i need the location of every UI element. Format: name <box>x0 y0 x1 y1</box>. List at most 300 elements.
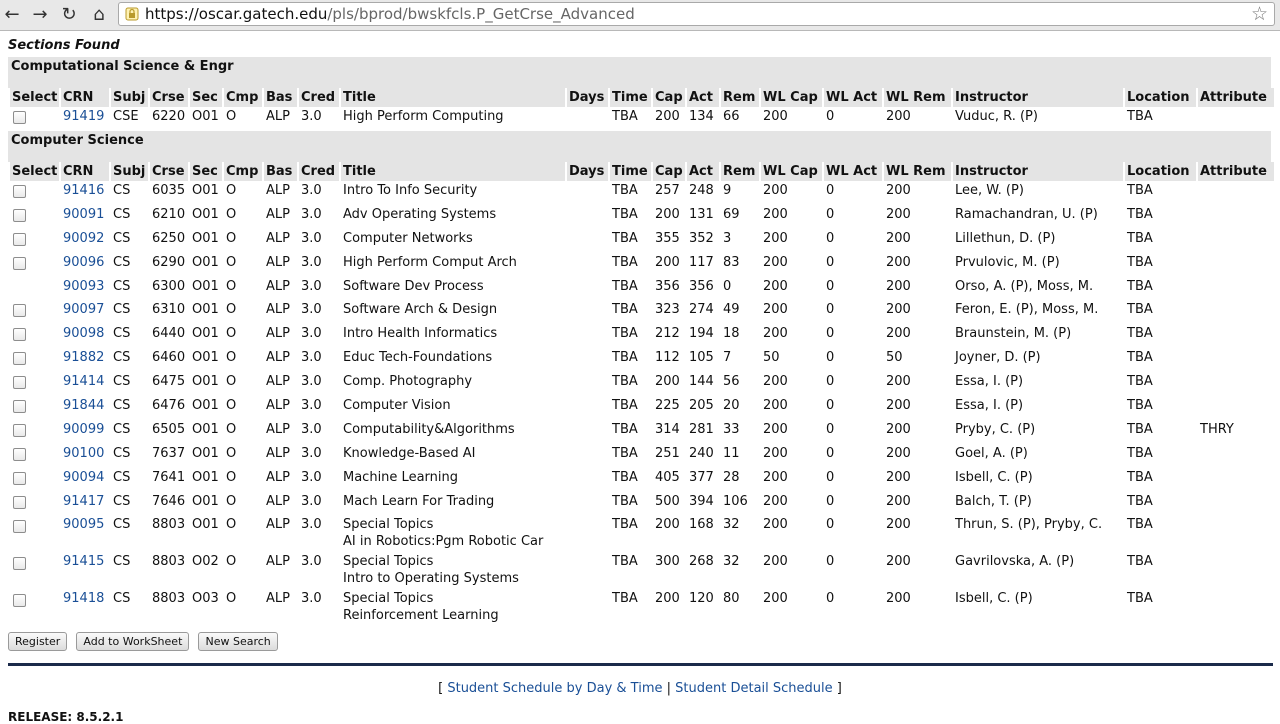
crse-cell: 8803 <box>152 590 186 606</box>
location-cell: TBA <box>1127 516 1153 532</box>
location-cell: TBA <box>1127 445 1153 461</box>
select-checkbox[interactable] <box>13 233 26 246</box>
cap-cell: 212 <box>655 325 680 341</box>
wlrem-cell: 200 <box>886 516 911 532</box>
select-checkbox[interactable] <box>13 376 26 389</box>
column-header-wlact: WL Act <box>824 162 882 181</box>
sec-cell: O03 <box>192 590 219 606</box>
wlrem-cell: 200 <box>886 469 911 485</box>
rem-cell: 3 <box>723 231 732 246</box>
crn-cell <box>61 492 109 516</box>
rem-cell: 32 <box>723 516 740 532</box>
cred-cell: 3.0 <box>301 590 322 606</box>
column-header-crse: Crse <box>150 88 188 107</box>
attribute-cell <box>1198 553 1274 590</box>
bas-cell: ALP <box>266 349 290 365</box>
select-checkbox[interactable] <box>13 185 26 198</box>
back-icon[interactable]: ← <box>4 4 20 25</box>
wlact-cell: 0 <box>826 469 835 485</box>
sections-table <box>8 88 1276 131</box>
days-cell <box>567 492 608 516</box>
wlcap-cell: 200 <box>763 493 788 509</box>
wlrem-cell: 200 <box>886 325 911 341</box>
table-row <box>10 516 1274 553</box>
bas-cell: ALP <box>266 397 290 413</box>
title-cell <box>341 444 565 468</box>
title-cell <box>341 348 565 372</box>
act-cell: 248 <box>689 183 714 198</box>
cred-cell: 3.0 <box>301 207 322 222</box>
cmp-cell: O <box>226 279 237 294</box>
crn-cell <box>61 348 109 372</box>
column-header-rem: Rem <box>721 162 759 181</box>
location-cell: TBA <box>1127 207 1153 222</box>
table-row <box>10 444 1274 468</box>
sec-cell: O01 <box>192 493 219 509</box>
cmp-cell: O <box>226 207 237 222</box>
wlact-cell: 0 <box>826 183 835 198</box>
act-cell: 356 <box>689 279 714 294</box>
attribute-cell <box>1198 590 1274 627</box>
wlact-cell: 0 <box>826 590 835 606</box>
cap-cell: 500 <box>655 493 680 509</box>
wlcap-cell: 50 <box>763 349 780 365</box>
cmp-cell: O <box>226 325 237 341</box>
select-checkbox[interactable] <box>13 496 26 509</box>
location-cell: TBA <box>1127 590 1153 606</box>
cmp-cell: O <box>226 445 237 461</box>
column-header-location: Location <box>1125 162 1196 181</box>
crn-link[interactable]: 90091 <box>63 207 105 222</box>
course-title: High Perform Comput Arch <box>343 255 517 270</box>
act-cell: 144 <box>689 373 714 389</box>
rem-cell: 11 <box>723 445 740 461</box>
location-cell: TBA <box>1127 325 1153 341</box>
location-cell: TBA <box>1127 469 1153 485</box>
course-title: Special Topics <box>343 516 434 532</box>
column-header-rem: Rem <box>721 88 759 107</box>
attribute-cell <box>1198 492 1274 516</box>
cmp-cell: O <box>226 493 237 509</box>
url-path: /pls/bprod/bwskfcls.P_GetCrse_Advanced <box>327 5 635 23</box>
crn-link[interactable]: 91414 <box>63 373 105 389</box>
title-cell <box>341 253 565 277</box>
sec-cell: O01 <box>192 255 219 270</box>
time-cell: TBA <box>612 231 638 246</box>
wlrem-cell: 200 <box>886 397 911 413</box>
bas-cell: ALP <box>266 373 290 389</box>
instructor-cell: Braunstein, M. (P) <box>955 325 1072 341</box>
crn-link[interactable]: 91415 <box>63 553 105 569</box>
crn-cell <box>61 253 109 277</box>
select-checkbox[interactable] <box>13 111 26 124</box>
crse-cell: 8803 <box>152 516 186 532</box>
crn-link[interactable]: 90095 <box>63 516 105 532</box>
select-cell <box>10 590 59 627</box>
table-row <box>10 468 1274 492</box>
cap-cell: 355 <box>655 231 680 246</box>
page-title: Sections Found <box>8 38 120 53</box>
column-header-location: Location <box>1125 88 1196 107</box>
days-cell <box>567 277 608 300</box>
select-cell <box>10 205 59 229</box>
title-cell <box>341 372 565 396</box>
column-header-days: Days <box>567 162 608 181</box>
select-checkbox[interactable] <box>13 448 26 461</box>
cap-cell: 257 <box>655 183 680 198</box>
crn-cell <box>61 324 109 348</box>
crn-link[interactable]: 91417 <box>63 493 105 509</box>
subj-cell: CS <box>113 207 131 222</box>
column-header-crn: CRN <box>61 162 109 181</box>
cap-cell: 356 <box>655 279 680 294</box>
select-checkbox[interactable] <box>13 424 26 437</box>
new-search-button[interactable]: New Search <box>198 632 277 651</box>
column-header-attribute: Attribute <box>1198 162 1274 181</box>
rem-cell: 7 <box>723 349 732 365</box>
location-cell: TBA <box>1127 231 1153 246</box>
wlact-cell: 0 <box>826 421 835 437</box>
time-cell: TBA <box>612 349 638 365</box>
column-header-cred: Cred <box>299 162 339 181</box>
wlcap-cell: 200 <box>763 373 788 389</box>
wlact-cell: 0 <box>826 231 835 246</box>
bas-cell: ALP <box>266 325 290 341</box>
time-cell: TBA <box>612 325 638 341</box>
time-cell: TBA <box>612 493 638 509</box>
table-row <box>10 107 1274 131</box>
column-header-days: Days <box>567 88 608 107</box>
crn-link[interactable]: 90097 <box>63 301 105 317</box>
table-row <box>10 590 1274 627</box>
bas-cell: ALP <box>266 109 290 124</box>
instructor-cell: Pryby, C. (P) <box>955 421 1036 437</box>
bas-cell: ALP <box>266 469 290 485</box>
wlcap-cell: 200 <box>763 516 788 532</box>
crn-link[interactable]: 91882 <box>63 349 105 365</box>
attribute-cell <box>1198 229 1274 253</box>
crn-cell <box>61 516 109 553</box>
select-checkbox[interactable] <box>13 594 26 607</box>
crn-cell <box>61 444 109 468</box>
time-cell: TBA <box>612 279 638 294</box>
select-checkbox[interactable] <box>13 209 26 222</box>
crn-link[interactable]: 91416 <box>63 183 105 198</box>
wlcap-cell: 200 <box>763 445 788 461</box>
sec-cell: O01 <box>192 445 219 461</box>
footer-links <box>0 681 1280 696</box>
location-cell: TBA <box>1127 421 1153 437</box>
crn-link[interactable]: 90096 <box>63 255 105 270</box>
crn-cell <box>61 229 109 253</box>
cap-cell: 200 <box>655 373 680 389</box>
select-checkbox[interactable] <box>13 520 26 533</box>
attribute-cell <box>1198 372 1274 396</box>
cap-cell: 251 <box>655 445 680 461</box>
bas-cell: ALP <box>266 183 290 198</box>
bas-cell: ALP <box>266 421 290 437</box>
days-cell <box>567 553 608 590</box>
sec-cell: O01 <box>192 469 219 485</box>
wlcap-cell: 200 <box>763 109 788 124</box>
detail-schedule-link[interactable]: Student Detail Schedule <box>675 681 833 696</box>
act-cell: 205 <box>689 397 714 413</box>
select-checkbox[interactable] <box>13 257 26 270</box>
crn-cell <box>61 277 109 300</box>
column-header-crn: CRN <box>61 88 109 107</box>
days-cell <box>567 253 608 277</box>
wlrem-cell: 200 <box>886 493 911 509</box>
location-cell: TBA <box>1127 183 1153 198</box>
wlcap-cell: 200 <box>763 397 788 413</box>
time-cell: TBA <box>612 207 638 222</box>
course-title: Software Dev Process <box>343 279 484 294</box>
cred-cell: 3.0 <box>301 301 322 317</box>
title-cell <box>341 420 565 444</box>
crn-link[interactable]: 90100 <box>63 445 105 461</box>
cred-cell: 3.0 <box>301 349 322 365</box>
table-row <box>10 420 1274 444</box>
course-title: Special Topics <box>343 590 434 606</box>
bas-cell: ALP <box>266 516 290 532</box>
lock-icon <box>124 6 140 22</box>
column-header-crse: Crse <box>150 162 188 181</box>
course-title: High Perform Computing <box>343 109 504 124</box>
cap-cell: 323 <box>655 301 680 317</box>
cred-cell: 3.0 <box>301 255 322 270</box>
url-text <box>145 5 635 23</box>
crn-cell <box>61 420 109 444</box>
wlact-cell: 0 <box>826 109 835 124</box>
subj-cell: CS <box>113 255 131 270</box>
cred-cell: 3.0 <box>301 445 322 461</box>
time-cell: TBA <box>612 301 638 317</box>
table-row <box>10 324 1274 348</box>
crn-link[interactable]: 90098 <box>63 325 105 341</box>
wlrem-cell: 200 <box>886 553 911 569</box>
column-header-cap: Cap <box>653 88 685 107</box>
title-cell <box>341 277 565 300</box>
sec-cell: O01 <box>192 397 219 413</box>
crn-link[interactable]: 90099 <box>63 421 105 437</box>
days-cell <box>567 348 608 372</box>
time-cell: TBA <box>612 373 638 389</box>
schedule-by-day-time-link[interactable]: Student Schedule by Day & Time <box>447 681 663 696</box>
select-cell <box>10 253 59 277</box>
course-title: Computer Vision <box>343 397 451 413</box>
table-row <box>10 277 1274 300</box>
location-cell: TBA <box>1127 255 1153 270</box>
wlact-cell: 0 <box>826 207 835 222</box>
crn-link[interactable]: 90093 <box>63 279 105 294</box>
rem-cell: 66 <box>723 109 740 124</box>
select-checkbox[interactable] <box>13 472 26 485</box>
attribute-cell <box>1198 205 1274 229</box>
days-cell <box>567 324 608 348</box>
wlcap-cell: 200 <box>763 231 788 246</box>
course-title: Adv Operating Systems <box>343 207 497 222</box>
rem-cell: 49 <box>723 301 740 317</box>
column-header-time: Time <box>610 88 651 107</box>
reload-icon[interactable]: ↻ <box>61 4 77 25</box>
select-checkbox[interactable] <box>13 328 26 341</box>
act-cell: 281 <box>689 421 714 437</box>
cmp-cell: O <box>226 231 237 246</box>
select-cell <box>10 181 59 205</box>
wlact-cell: 0 <box>826 301 835 317</box>
table-row <box>10 553 1274 590</box>
cap-cell: 200 <box>655 255 680 270</box>
subj-cell: CS <box>113 590 131 606</box>
act-cell: 268 <box>689 553 714 569</box>
wlact-cell: 0 <box>826 445 835 461</box>
instructor-cell: Gavrilovska, A. (P) <box>955 553 1075 569</box>
cred-cell: 3.0 <box>301 493 322 509</box>
rem-cell: 83 <box>723 255 740 270</box>
subj-cell: CS <box>113 183 131 198</box>
sec-cell: O01 <box>192 301 219 317</box>
act-cell: 394 <box>689 493 714 509</box>
table-row <box>10 372 1274 396</box>
cmp-cell: O <box>226 183 237 198</box>
sec-cell: O01 <box>192 183 219 198</box>
cap-cell: 200 <box>655 207 680 222</box>
cred-cell: 3.0 <box>301 469 322 485</box>
crse-cell: 7646 <box>152 493 186 509</box>
title-cell <box>341 468 565 492</box>
attribute-cell <box>1198 181 1274 205</box>
address-bar[interactable] <box>118 2 1275 26</box>
register-button[interactable]: Register <box>8 632 67 651</box>
course-title: Computability&Algorithms <box>343 421 515 437</box>
attribute-cell <box>1198 468 1274 492</box>
subj-cell: CS <box>113 301 131 317</box>
days-cell <box>567 590 608 627</box>
subj-cell: CS <box>113 373 131 389</box>
rem-cell: 106 <box>723 493 748 509</box>
course-title: Intro Health Informatics <box>343 325 498 341</box>
forward-icon[interactable]: → <box>32 4 48 25</box>
location-cell: TBA <box>1127 349 1153 365</box>
wlact-cell: 0 <box>826 516 835 532</box>
rem-cell: 20 <box>723 397 740 413</box>
act-cell: 168 <box>689 516 714 532</box>
subj-cell: CS <box>113 325 131 341</box>
crn-link[interactable]: 91419 <box>63 109 105 124</box>
crse-cell: 6290 <box>152 255 186 270</box>
title-cell <box>341 107 565 131</box>
column-header-bas: Bas <box>264 88 297 107</box>
cmp-cell: O <box>226 349 237 365</box>
rem-cell: 56 <box>723 373 740 389</box>
bracket-close: ] <box>832 681 842 696</box>
column-header-wlact: WL Act <box>824 88 882 107</box>
crn-cell <box>61 300 109 324</box>
instructor-cell: Joyner, D. (P) <box>955 349 1041 365</box>
bas-cell: ALP <box>266 493 290 509</box>
crn-link[interactable]: 91844 <box>63 397 105 413</box>
course-title: Computer Networks <box>343 231 473 246</box>
title-cell <box>341 205 565 229</box>
home-icon[interactable]: ⌂ <box>93 4 105 25</box>
select-cell <box>10 300 59 324</box>
select-checkbox[interactable] <box>13 304 26 317</box>
wlact-cell: 0 <box>826 397 835 413</box>
wlrem-cell: 200 <box>886 109 911 124</box>
rem-cell: 33 <box>723 421 740 437</box>
time-cell: TBA <box>612 516 638 532</box>
wlact-cell: 0 <box>826 493 835 509</box>
header-row <box>10 88 1274 107</box>
release-version: RELEASE: 8.5.2.1 <box>8 710 124 724</box>
rem-cell: 28 <box>723 469 740 485</box>
cmp-cell: O <box>226 421 237 437</box>
rem-cell: 18 <box>723 325 740 341</box>
crn-link[interactable]: 91418 <box>63 590 105 606</box>
divider <box>8 663 1273 666</box>
act-cell: 240 <box>689 445 714 461</box>
wlcap-cell: 200 <box>763 325 788 341</box>
subj-cell: CS <box>113 516 131 532</box>
table-row <box>10 348 1274 372</box>
days-cell <box>567 468 608 492</box>
add-to-worksheet-button[interactable]: Add to WorkSheet <box>76 632 189 651</box>
days-cell <box>567 181 608 205</box>
course-title: Knowledge-Based AI <box>343 445 476 461</box>
subj-cell: CS <box>113 279 131 294</box>
star-icon[interactable]: ☆ <box>1250 3 1268 25</box>
crn-link[interactable]: 90094 <box>63 469 105 485</box>
select-checkbox[interactable] <box>13 400 26 413</box>
title-cell <box>341 300 565 324</box>
wlrem-cell: 200 <box>886 231 911 246</box>
column-header-wlcap: WL Cap <box>761 162 822 181</box>
crse-cell: 6440 <box>152 325 186 341</box>
select-checkbox[interactable] <box>13 557 26 570</box>
crse-cell: 6035 <box>152 183 186 198</box>
wlrem-cell: 200 <box>886 445 911 461</box>
crn-cell <box>61 205 109 229</box>
select-cell <box>10 324 59 348</box>
location-cell: TBA <box>1127 397 1153 413</box>
days-cell <box>567 444 608 468</box>
cap-cell: 405 <box>655 469 680 485</box>
cap-cell: 314 <box>655 421 680 437</box>
subject-header: Computer Science <box>8 131 1271 162</box>
sections-table <box>8 162 1276 627</box>
crse-cell: 6250 <box>152 231 186 246</box>
cmp-cell: O <box>226 301 237 317</box>
cred-cell: 3.0 <box>301 183 322 198</box>
table-row <box>10 300 1274 324</box>
time-cell: TBA <box>612 553 638 569</box>
sec-cell: O01 <box>192 516 219 532</box>
crn-link[interactable]: 90092 <box>63 231 105 246</box>
days-cell <box>567 516 608 553</box>
sec-cell: O01 <box>192 109 219 124</box>
days-cell <box>567 372 608 396</box>
time-cell: TBA <box>612 421 638 437</box>
wlcap-cell: 200 <box>763 207 788 222</box>
column-header-act: Act <box>687 162 719 181</box>
column-header-wlrem: WL Rem <box>884 162 951 181</box>
cred-cell: 3.0 <box>301 325 322 341</box>
crn-cell <box>61 553 109 590</box>
wlcap-cell: 200 <box>763 590 788 606</box>
title-cell <box>341 181 565 205</box>
instructor-cell: Goel, A. (P) <box>955 445 1028 461</box>
select-checkbox[interactable] <box>13 352 26 365</box>
